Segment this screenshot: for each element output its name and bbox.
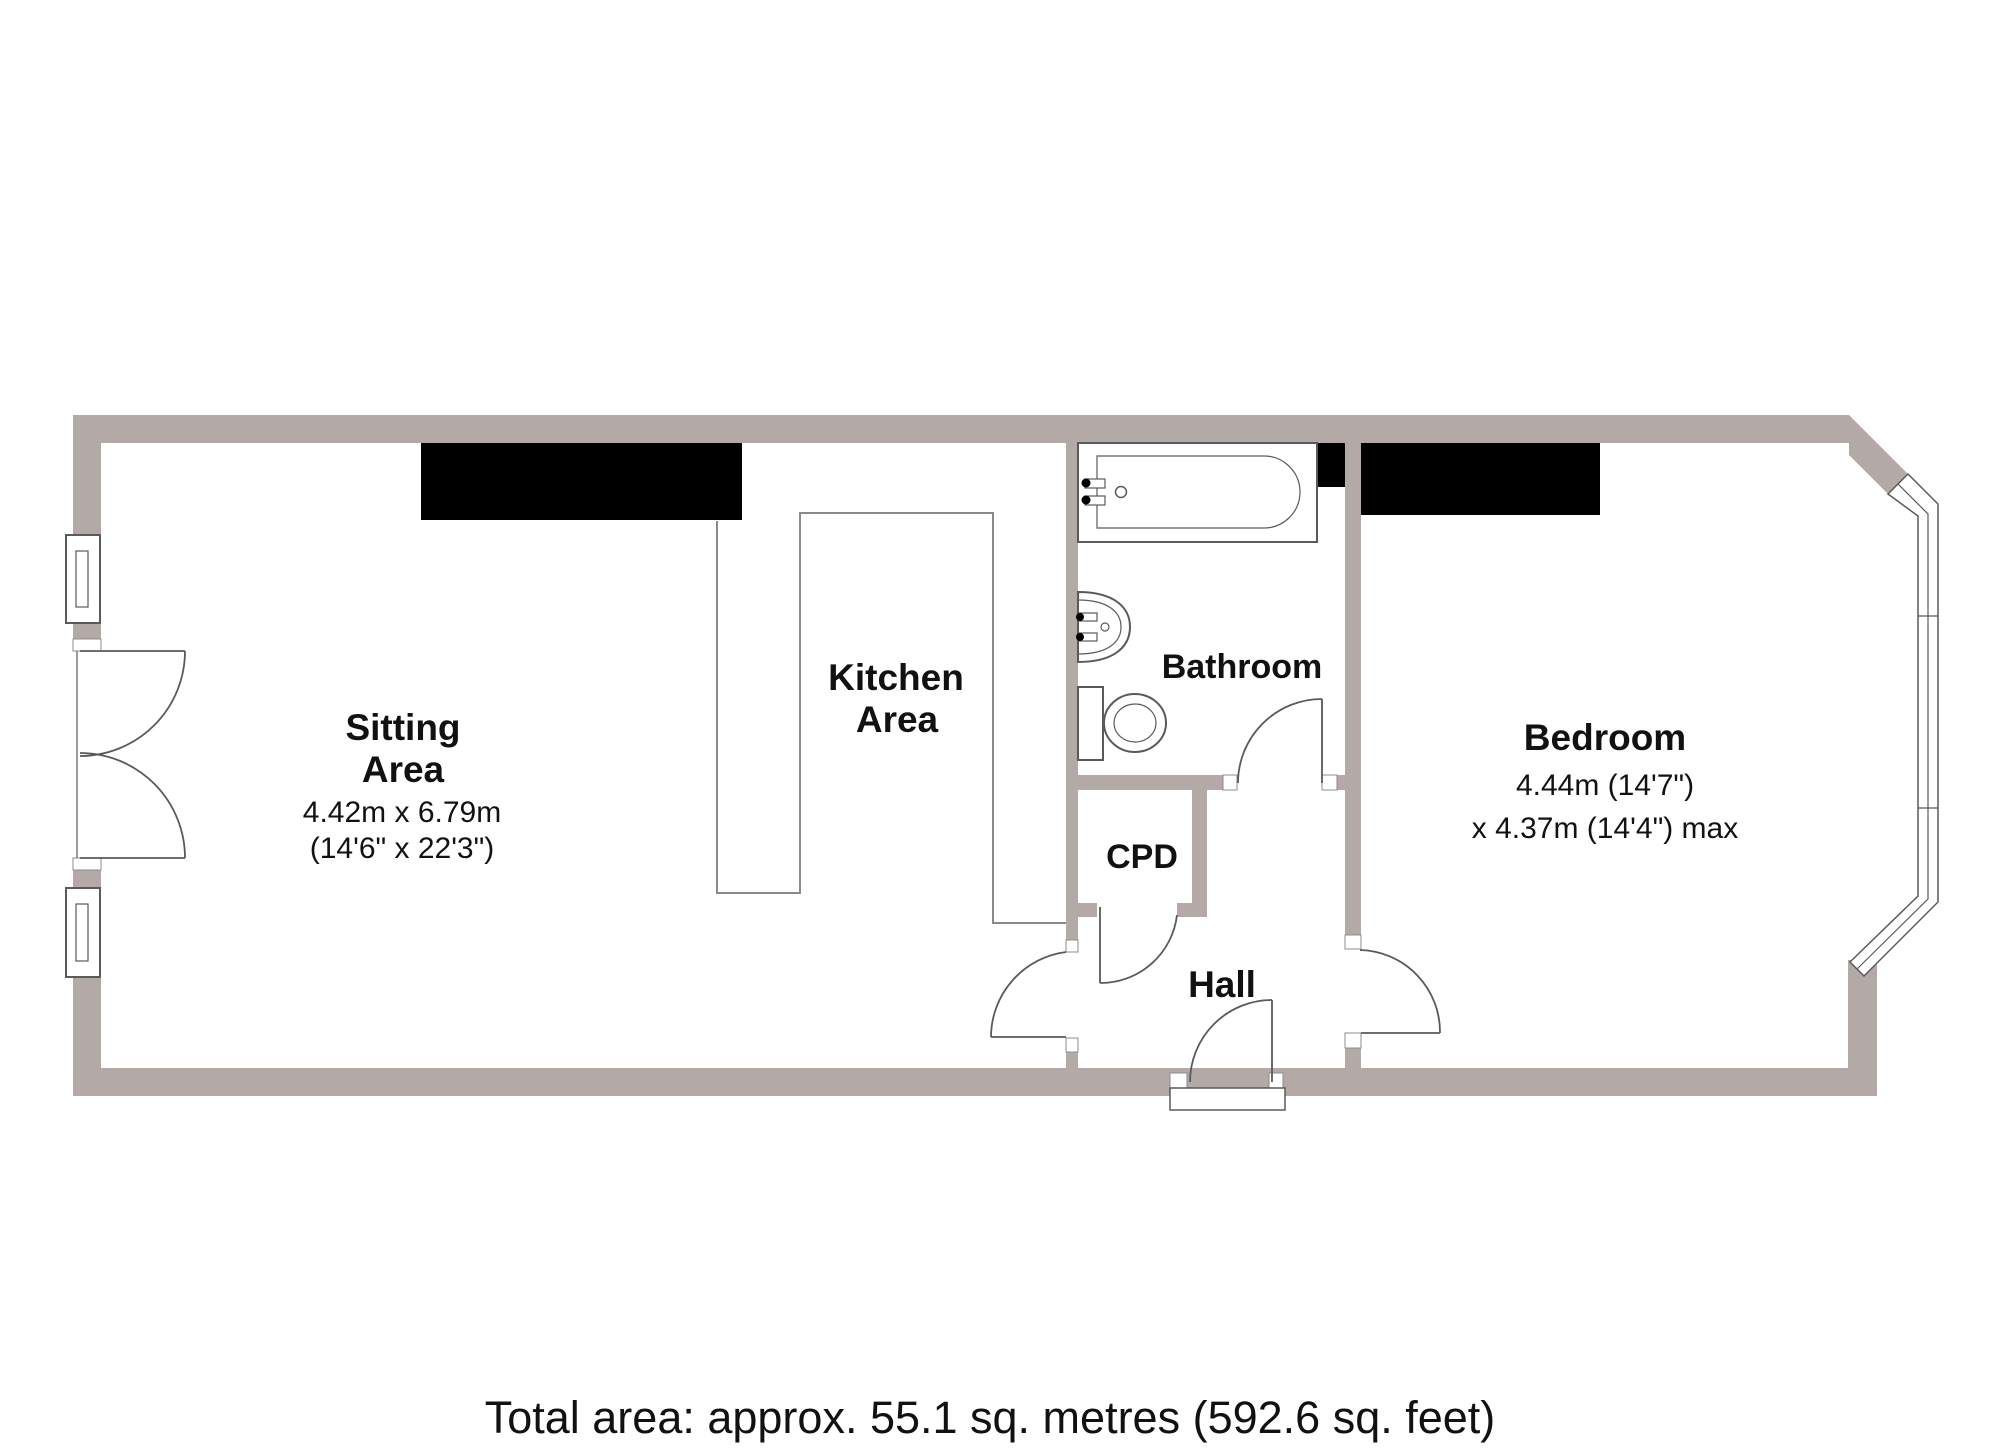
front-door-step bbox=[1170, 1088, 1285, 1110]
sitting-hall-door bbox=[991, 952, 1066, 1037]
bottom-wall bbox=[73, 1068, 1877, 1096]
bay-window-band bbox=[1850, 474, 1938, 976]
left-wall-mid-upper bbox=[73, 623, 101, 639]
bathroom-door-jamb-right bbox=[1322, 775, 1337, 790]
bath-tap-dot-2 bbox=[1082, 496, 1091, 505]
bathroom-left-wall bbox=[1066, 443, 1078, 903]
bedroom-label: Bedroom bbox=[1523, 717, 1687, 758]
hall-west-wall-lower bbox=[1066, 1052, 1078, 1068]
cpd-right-wall bbox=[1192, 775, 1207, 903]
bedroom-wall-stub bbox=[1345, 1048, 1361, 1068]
bathroom-sink bbox=[1076, 592, 1130, 662]
toilet-bowl bbox=[1104, 694, 1166, 752]
cpd-bottom-right-stub bbox=[1177, 903, 1207, 917]
sitting-area-black-unit bbox=[421, 443, 742, 520]
cpd-door-swing bbox=[1100, 915, 1177, 983]
bathroom-bedroom-wall bbox=[1345, 443, 1361, 935]
bedroom-dims-metric: 4.44m (14'7") bbox=[1515, 769, 1695, 802]
window-top-left bbox=[66, 535, 100, 623]
sitting-area-dims-metric: 4.42m x 6.79m bbox=[302, 796, 502, 829]
bedroom-door bbox=[1360, 950, 1440, 1033]
sitting-area-label-line1: Sitting bbox=[345, 707, 461, 748]
toilet-cistern bbox=[1078, 687, 1103, 760]
hall-label: Hall bbox=[1188, 964, 1256, 1005]
bedroom-dims-imperial: x 4.37m (14'4") max bbox=[1471, 812, 1739, 845]
sitting-area-label-line2: Area bbox=[361, 749, 445, 790]
total-area-text: Total area: approx. 55.1 sq. metres (592.6 sq. feet) bbox=[484, 1392, 1496, 1443]
front-door-jamb-left bbox=[1170, 1073, 1187, 1088]
cpd-door bbox=[1100, 907, 1177, 983]
sitting-door-jamb-top bbox=[1066, 940, 1078, 952]
bathroom-door-swing bbox=[1238, 699, 1322, 783]
room-labels bbox=[303, 648, 1738, 1005]
french-door-swing-bottom bbox=[80, 753, 185, 858]
kitchen-area-label-line2: Area bbox=[855, 699, 939, 740]
bedroom-door-jamb-bottom bbox=[1345, 1033, 1361, 1048]
french-door-jamb-top bbox=[73, 639, 101, 651]
window-frame bbox=[66, 888, 100, 977]
window-frame bbox=[66, 535, 100, 623]
bedroom-door-swing bbox=[1360, 950, 1440, 1033]
sitting-door-jamb-bottom bbox=[1066, 1038, 1078, 1052]
toilet bbox=[1078, 687, 1166, 760]
bedroom-door-jamb-top bbox=[1345, 935, 1361, 949]
bathroom-bottom-wall-right bbox=[1337, 775, 1345, 790]
french-doors bbox=[77, 651, 185, 858]
sitting-hall-door-swing bbox=[991, 952, 1066, 1037]
kitchen-area-label-line1: Kitchen bbox=[828, 657, 964, 698]
bath-tap-dot-1 bbox=[1082, 479, 1091, 488]
bedroom-black-unit bbox=[1361, 443, 1600, 515]
sink-tap-dot-1 bbox=[1076, 613, 1084, 621]
top-wall bbox=[73, 415, 1849, 443]
cpd-label: CPD bbox=[1106, 838, 1178, 876]
sitting-area-dims-imperial: (14'6" x 22'3") bbox=[309, 832, 495, 865]
bay-window bbox=[1850, 474, 1938, 976]
left-wall-mid-lower bbox=[73, 870, 101, 888]
sink-outer bbox=[1078, 592, 1130, 662]
left-wall-upper bbox=[73, 415, 101, 535]
front-door bbox=[1170, 1000, 1285, 1110]
bathroom-door bbox=[1238, 699, 1322, 783]
french-door-swing-top bbox=[80, 651, 185, 756]
bathtub bbox=[1078, 443, 1317, 542]
french-door-jamb-bottom bbox=[73, 858, 101, 870]
left-wall-lower bbox=[73, 977, 101, 1096]
bathroom-label: Bathroom bbox=[1161, 648, 1323, 686]
bathroom-corner-black-unit bbox=[1317, 443, 1345, 487]
cpd-bottom-left-stub bbox=[1066, 903, 1097, 917]
window-bottom-left bbox=[66, 888, 100, 977]
bathtub-outer bbox=[1078, 443, 1317, 542]
hall-west-wall-upper bbox=[1066, 917, 1078, 940]
bathroom-door-jamb-left bbox=[1223, 775, 1237, 790]
right-wall-lower bbox=[1848, 960, 1877, 1096]
sink-tap-dot-2 bbox=[1076, 633, 1084, 641]
bath-overflow bbox=[1116, 487, 1127, 498]
